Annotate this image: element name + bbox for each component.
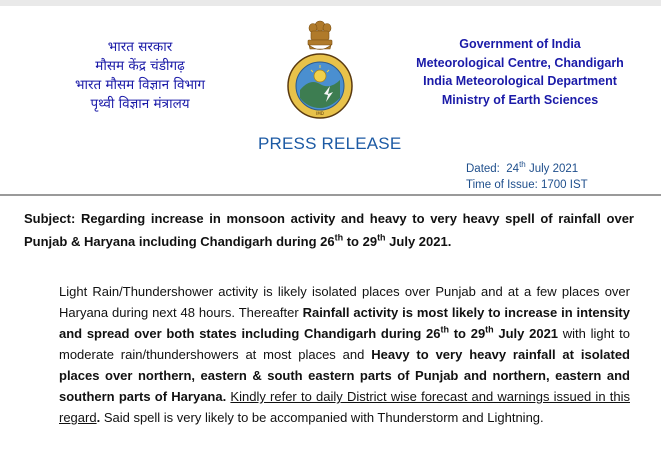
dated-rest: July 2021 bbox=[528, 162, 579, 175]
imd-emblem-icon bbox=[284, 18, 356, 130]
english-header bbox=[395, 35, 645, 109]
dated-label: Dated: bbox=[466, 162, 500, 175]
dated-line bbox=[466, 157, 588, 177]
press-release-title: PRESS RELEASE bbox=[258, 134, 402, 153]
subject-text: Regarding increase in monsoon activity and heavy to very heavy spell of rainfall over Punjab & Haryana including Chandigarh during 26 bbox=[24, 211, 634, 249]
body-bold-text: July 2021 bbox=[493, 326, 559, 341]
subject-sup: th bbox=[334, 232, 344, 243]
body-bold: . bbox=[96, 410, 101, 425]
subject-label: Subject: bbox=[24, 211, 76, 226]
subject-line bbox=[24, 207, 634, 253]
svg-text:IMD: IMD bbox=[316, 111, 324, 116]
header-divider bbox=[0, 194, 661, 196]
body-bold-text: to 29 bbox=[449, 326, 486, 341]
hindi-header bbox=[30, 38, 250, 114]
hindi-line: भारत मौसम विज्ञान विभाग bbox=[74, 77, 206, 93]
hindi-line: मौसम केंद्र चंडीगढ़ bbox=[95, 58, 185, 74]
body-text: with light to moderate rain/thundershowers at most places and bbox=[59, 326, 630, 362]
body-bold: Heavy to very heavy rainfall at isolated places over northern, eastern & south eastern parts of Punjab and northern, eastern and southern parts of Haryana. bbox=[59, 347, 630, 404]
body-paragraph bbox=[59, 281, 630, 428]
subject-text: July 2021. bbox=[385, 234, 452, 249]
english-line: Government of India bbox=[459, 37, 581, 51]
body-sup: th bbox=[440, 324, 450, 335]
date-block bbox=[466, 157, 588, 193]
dated-suffix: th bbox=[519, 160, 526, 169]
subject-sup: th bbox=[377, 232, 386, 243]
subject-text: to 29 bbox=[343, 234, 378, 249]
dated-day: 24 bbox=[506, 162, 520, 175]
english-line: India Meteorological Department bbox=[423, 74, 617, 88]
body-bold-text: Rainfall activity is most likely to increase in intensity and spread over both states including Chandigarh during 26 bbox=[59, 305, 630, 341]
hindi-line: भारत सरकार bbox=[107, 39, 173, 55]
top-bar bbox=[0, 0, 661, 6]
body-underlined: Kindly refer to daily District wise forecast and warnings issued in this regard bbox=[59, 389, 630, 425]
english-line: Ministry of Earth Sciences bbox=[441, 92, 599, 107]
body-text: Light Rain/Thundershower activity is likely isolated places over Punjab and at a few places over Haryana during next 48 hours. Thereafter bbox=[59, 284, 630, 320]
time-of-issue: Time of Issue: 1700 IST bbox=[466, 178, 588, 191]
body-sup: th bbox=[485, 324, 494, 335]
hindi-line: पृथ्वी विज्ञान मंत्रालय bbox=[90, 96, 190, 112]
body-text: Said spell is very likely to be accompanied with Thunderstorm and Lightning. bbox=[100, 410, 544, 425]
english-line: Meteorological Centre, Chandigarh bbox=[416, 55, 624, 70]
